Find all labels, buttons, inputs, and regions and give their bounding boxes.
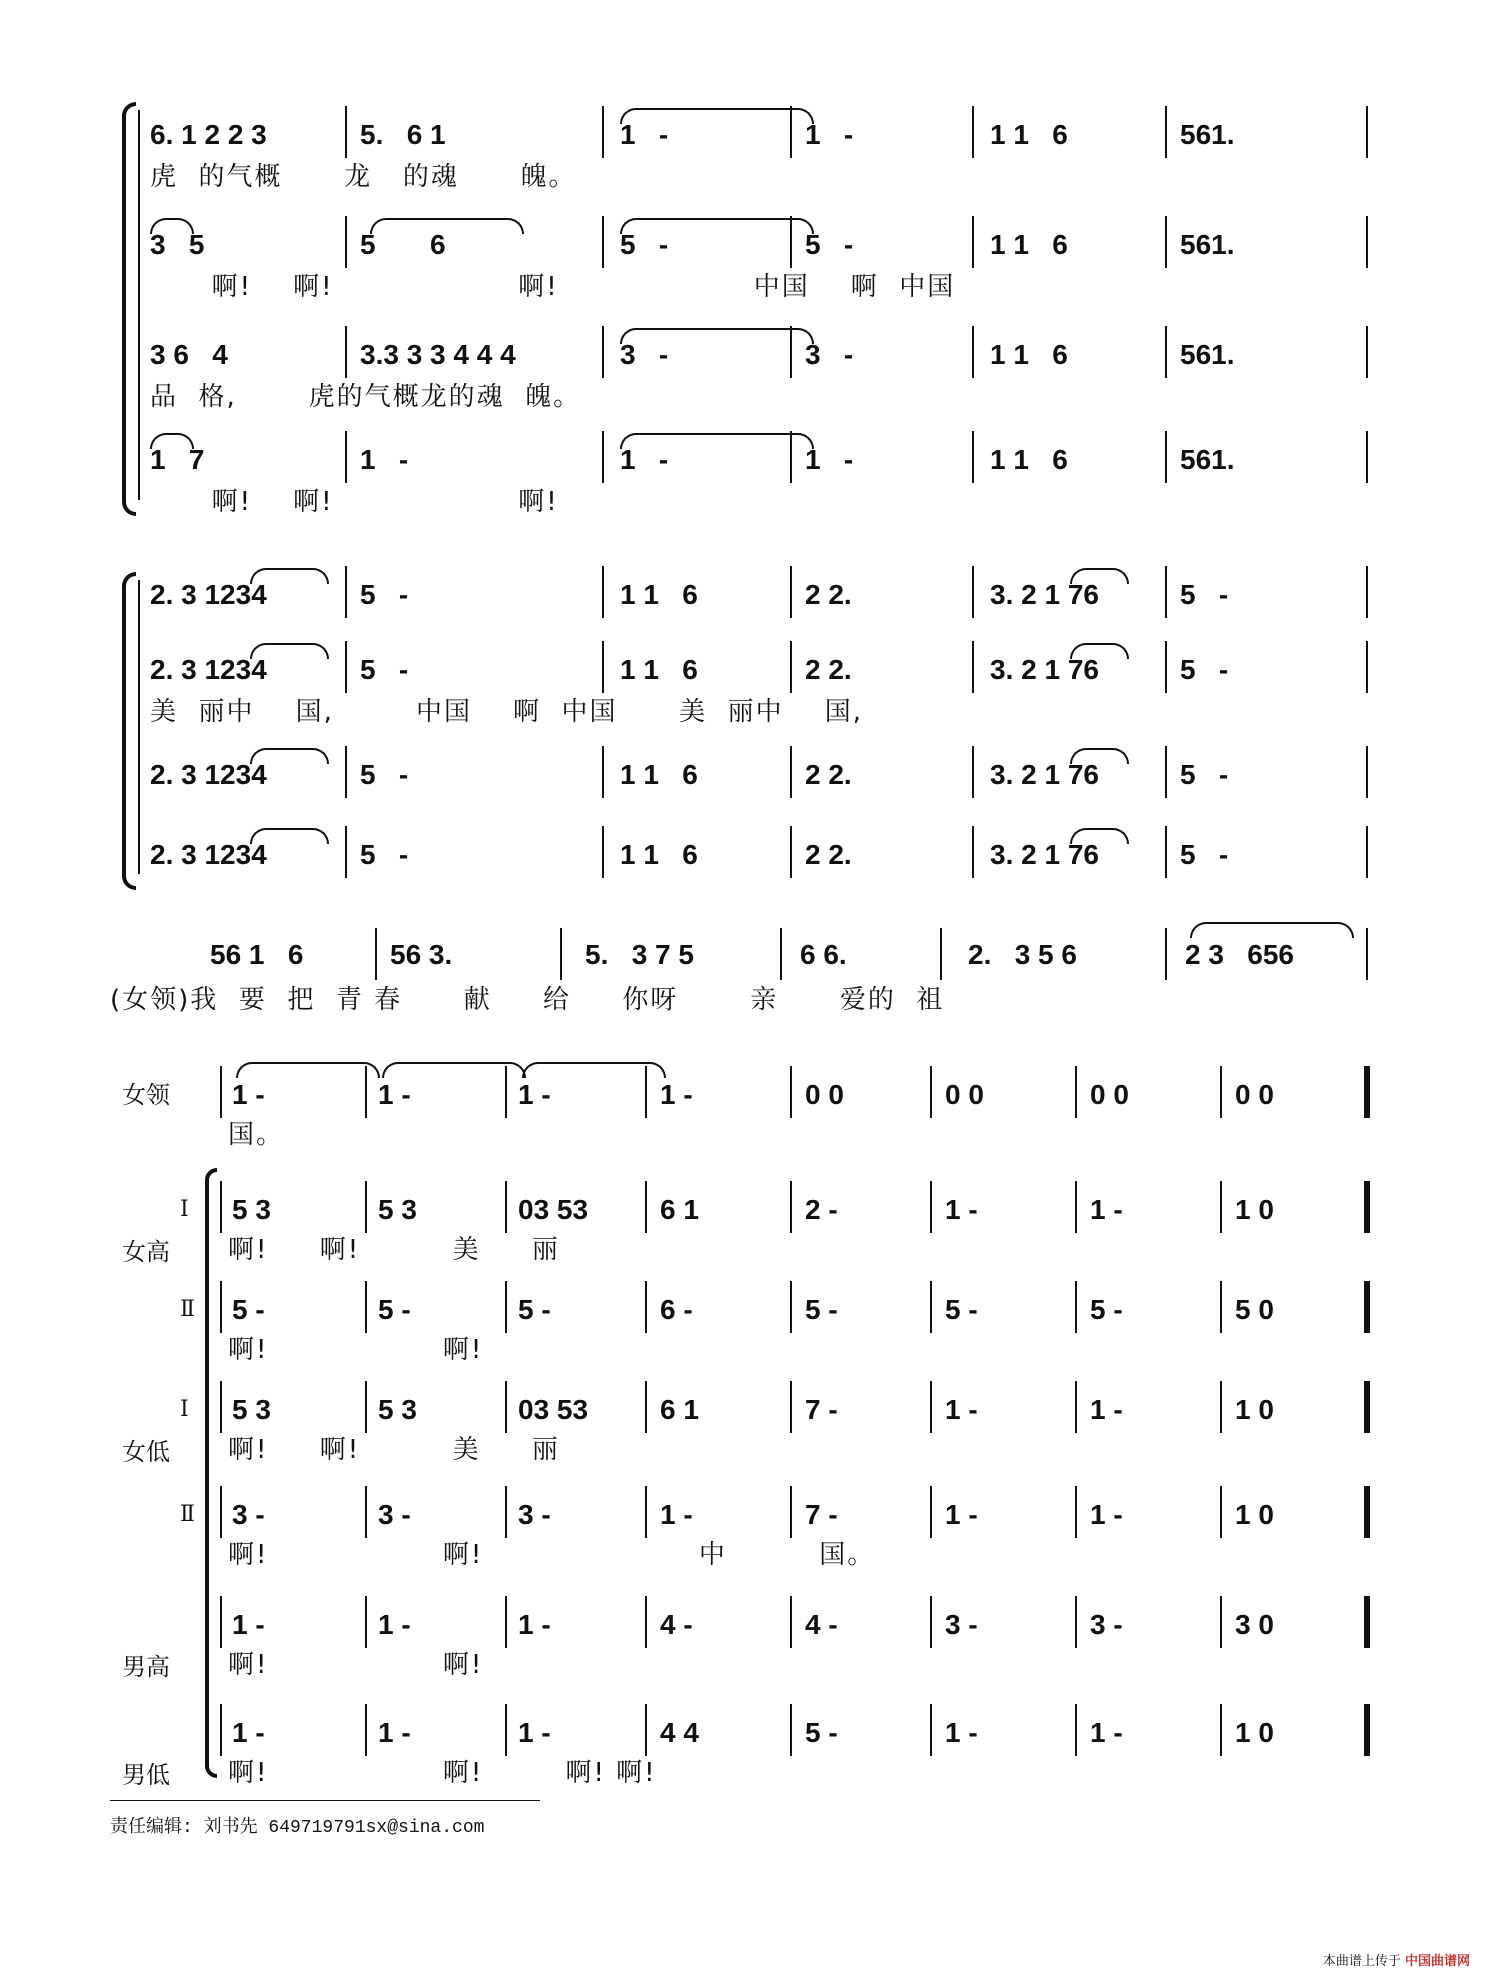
note-group: 1 - (1090, 1499, 1123, 1530)
barline (1075, 1281, 1077, 1333)
note-group: 561. (1180, 119, 1235, 150)
part-label: 女领 (122, 1081, 170, 1109)
note-group: 1 - (360, 444, 409, 475)
note-group: 3 5 (150, 229, 205, 260)
note-group: 2 2. (805, 839, 852, 870)
note-group: 3 6 4 (150, 339, 228, 370)
note-group: 1 - (232, 1717, 265, 1748)
note-group: 3 0 (1235, 1609, 1274, 1640)
credit-site: 中国曲谱网 (1404, 1954, 1470, 1969)
final-barline (1364, 1066, 1370, 1118)
note-group: 56 1 6 (210, 939, 304, 970)
barline (220, 1486, 222, 1538)
barline (790, 641, 792, 693)
barline (940, 928, 942, 980)
barline (972, 106, 974, 158)
tie-arc (1070, 828, 1129, 844)
note-group: 6 1 (660, 1194, 699, 1225)
note-group: 2. 3 5 6 (968, 939, 1077, 970)
note-group: 1 1 6 (620, 654, 698, 685)
note-group: 1 1 6 (990, 339, 1068, 370)
note-group: 1 1 6 (620, 579, 698, 610)
note-group: 3 - (1090, 1609, 1123, 1640)
barline (790, 1181, 792, 1233)
note-group: 1 - (660, 1079, 693, 1110)
note-group: 1 - (378, 1717, 411, 1748)
lyric-line: 啊! 啊! 中 国。 (228, 1540, 876, 1570)
note-group: 5 3 (378, 1394, 417, 1425)
note-group: 2 2. (805, 654, 852, 685)
barline (602, 566, 604, 618)
note-group: 1 - (945, 1499, 978, 1530)
barline (1220, 1066, 1222, 1118)
note-group: 4 - (660, 1609, 693, 1640)
barline (505, 1596, 507, 1648)
barline (1220, 1381, 1222, 1433)
barline (780, 928, 782, 980)
barline (220, 1066, 222, 1118)
barline (505, 1704, 507, 1756)
lyric-line: 美 丽中 国, 中国 啊 中国 美 丽中 国, (150, 697, 863, 727)
barline (1366, 641, 1368, 693)
note-group: 56 3. (390, 939, 453, 970)
barline (1075, 1181, 1077, 1233)
barline (505, 1486, 507, 1538)
barline (972, 826, 974, 878)
note-group: 5. 6 1 (360, 119, 446, 150)
note-group: 03 53 (518, 1194, 589, 1225)
note-group: 5 6 (360, 229, 446, 260)
barline (972, 326, 974, 378)
barline (1075, 1066, 1077, 1118)
barline (220, 1381, 222, 1433)
note-group: 1 - (805, 444, 854, 475)
barline (1075, 1596, 1077, 1648)
barline (972, 216, 974, 268)
barline (1366, 928, 1368, 980)
barline (790, 826, 792, 878)
part-label: 男低 (122, 1761, 170, 1789)
note-group: 1 - (232, 1609, 265, 1640)
barline (1220, 1596, 1222, 1648)
lyric-line: 国。 (228, 1120, 285, 1150)
barline (645, 1486, 647, 1538)
barline (220, 1596, 222, 1648)
note-group: 0 0 (805, 1079, 844, 1110)
barline (345, 326, 347, 378)
system-2-brace (122, 572, 136, 890)
barline (645, 1704, 647, 1756)
barline (1075, 1486, 1077, 1538)
barline (1366, 431, 1368, 483)
barline (1165, 431, 1167, 483)
barline (972, 746, 974, 798)
note-group: 3. 2 1 76 (990, 759, 1099, 790)
barline (602, 826, 604, 878)
note-group: 3 - (232, 1499, 265, 1530)
note-group: 6 6. (800, 939, 847, 970)
barline (1366, 566, 1368, 618)
barline (930, 1281, 932, 1333)
tie-arc (620, 108, 814, 124)
note-group: 1 - (945, 1717, 978, 1748)
credit-prefix: 本曲谱上传于 (1322, 1954, 1401, 1969)
tie-arc (236, 1062, 380, 1078)
note-group: 5 - (1180, 759, 1229, 790)
note-group: 2. 3 1234 (150, 579, 267, 610)
lyric-line: 啊! 啊! (228, 1650, 484, 1680)
final-system-brace (205, 1168, 217, 1778)
final-barline (1364, 1486, 1370, 1538)
barline (345, 106, 347, 158)
note-group: 7 - (805, 1499, 838, 1530)
barline (1165, 746, 1167, 798)
barline (645, 1181, 647, 1233)
tie-arc (620, 218, 814, 234)
note-group: 5 - (378, 1294, 411, 1325)
barline (345, 431, 347, 483)
footer-rule (110, 1800, 540, 1801)
tie-arc (150, 218, 194, 234)
note-group: 2. 3 1234 (150, 759, 267, 790)
tie-arc (1070, 568, 1129, 584)
final-barline (1364, 1704, 1370, 1756)
note-group: 561. (1180, 229, 1235, 260)
barline (930, 1596, 932, 1648)
barline (602, 431, 604, 483)
tie-arc (370, 218, 524, 234)
tie-arc (382, 1062, 526, 1078)
final-barline (1364, 1381, 1370, 1433)
note-group: 1 7 (150, 444, 205, 475)
note-group: 5 - (1180, 654, 1229, 685)
note-group: 6 1 (660, 1394, 699, 1425)
tie-arc (150, 433, 194, 449)
barline (1366, 326, 1368, 378)
barline (790, 1704, 792, 1756)
barline (1220, 1704, 1222, 1756)
barline (345, 566, 347, 618)
note-group: 1 - (378, 1079, 411, 1110)
barline (790, 566, 792, 618)
part-label: 男高 (122, 1653, 170, 1681)
note-group: 5 - (518, 1294, 551, 1325)
barline (1165, 326, 1167, 378)
lyric-line: 啊! 啊! 啊! 中国 啊 中国 (150, 272, 956, 302)
barline (645, 1381, 647, 1433)
note-group: 1 - (620, 119, 669, 150)
barline (602, 746, 604, 798)
barline (345, 641, 347, 693)
tie-arc (522, 1062, 666, 1078)
note-group: 1 1 6 (990, 444, 1068, 475)
barline (220, 1704, 222, 1756)
note-group: 1 - (805, 119, 854, 150)
tie-arc (250, 828, 329, 844)
note-group: 5 3 (232, 1194, 271, 1225)
lyric-line: 虎 的气概 龙 的魂 魄。 (150, 162, 577, 192)
note-group: 1 - (1090, 1194, 1123, 1225)
note-group: 1 - (945, 1194, 978, 1225)
tie-arc (620, 328, 814, 344)
barline (1165, 928, 1167, 980)
note-group: 561. (1180, 339, 1235, 370)
lyric-line: 啊! 啊! 啊! (150, 487, 559, 517)
barline (1165, 216, 1167, 268)
barline (1165, 566, 1167, 618)
note-group: 0 0 (1235, 1079, 1274, 1110)
lyric-line: 啊! 啊! 美 丽 (228, 1235, 560, 1265)
note-group: 1 1 6 (620, 839, 698, 870)
barline (1165, 826, 1167, 878)
part-label: 女低 (122, 1438, 170, 1466)
barline (220, 1181, 222, 1233)
note-group: 5 - (232, 1294, 265, 1325)
barline (790, 1381, 792, 1433)
barline (1366, 216, 1368, 268)
system-1-bracket (138, 110, 140, 500)
barline (602, 106, 604, 158)
barline (375, 928, 377, 980)
note-group: 03 53 (518, 1394, 589, 1425)
note-group: 1 1 6 (990, 119, 1068, 150)
lyric-line: 品 格, 虎的气概龙的魂 魄。 (150, 382, 582, 412)
note-group: 1 - (518, 1609, 551, 1640)
note-group: 5 - (360, 579, 409, 610)
barline (1165, 641, 1167, 693)
note-group: 1 - (620, 444, 669, 475)
final-barline (1364, 1281, 1370, 1333)
site-credit (1323, 1950, 1470, 1969)
note-group: 1 0 (1235, 1717, 1274, 1748)
barline (930, 1486, 932, 1538)
barline (345, 216, 347, 268)
barline (505, 1181, 507, 1233)
barline (1075, 1381, 1077, 1433)
barline (1220, 1181, 1222, 1233)
note-group: 5 - (805, 229, 854, 260)
lyric-line: 啊! 啊! (228, 1335, 484, 1365)
barline (645, 1281, 647, 1333)
note-group: 3 - (805, 339, 854, 370)
note-group: 5 - (945, 1294, 978, 1325)
barline (505, 1281, 507, 1333)
note-group: 0 0 (945, 1079, 984, 1110)
note-group: 2. 3 1234 (150, 654, 267, 685)
note-group: 561. (1180, 444, 1235, 475)
note-group: 3 - (518, 1499, 551, 1530)
note-group: 6. 1 2 2 3 (150, 119, 267, 150)
tie-arc (1070, 643, 1129, 659)
barline (790, 1486, 792, 1538)
final-barline (1364, 1596, 1370, 1648)
barline (560, 928, 562, 980)
note-group: 2 2. (805, 579, 852, 610)
system-2-bracket (138, 580, 140, 874)
barline (1220, 1281, 1222, 1333)
barline (972, 641, 974, 693)
barline (602, 216, 604, 268)
barline (972, 566, 974, 618)
note-group: 1 1 6 (620, 759, 698, 790)
note-group: 5 3 (378, 1194, 417, 1225)
note-group: 2. 3 1234 (150, 839, 267, 870)
barline (972, 431, 974, 483)
barline (930, 1066, 932, 1118)
note-group: 5 - (1180, 839, 1229, 870)
barline (505, 1381, 507, 1433)
note-group: 5 - (360, 839, 409, 870)
note-group: 5 - (1090, 1294, 1123, 1325)
barline (365, 1181, 367, 1233)
note-group: 2 - (805, 1194, 838, 1225)
note-group: 5 - (805, 1717, 838, 1748)
note-group: 5 - (1180, 579, 1229, 610)
note-group: 5 - (620, 229, 669, 260)
tie-arc (1070, 748, 1129, 764)
note-group: 3 - (620, 339, 669, 370)
barline (602, 641, 604, 693)
note-group: 6 - (660, 1294, 693, 1325)
tie-arc (620, 433, 814, 449)
note-group: 1 - (1090, 1717, 1123, 1748)
note-group: 0 0 (1090, 1079, 1129, 1110)
note-group: 4 4 (660, 1717, 699, 1748)
note-group: 3 - (378, 1499, 411, 1530)
note-group: 5 - (805, 1294, 838, 1325)
note-group: 1 - (1090, 1394, 1123, 1425)
lyric-line: 啊! 啊! 美 丽 (228, 1435, 560, 1465)
barline (220, 1281, 222, 1333)
note-group: 3 - (945, 1609, 978, 1640)
barline (1165, 106, 1167, 158)
note-group: 3. 2 1 76 (990, 654, 1099, 685)
barline (1075, 1704, 1077, 1756)
note-group: 4 - (805, 1609, 838, 1640)
note-group: 5 - (360, 759, 409, 790)
note-group: 5. 3 7 5 (585, 939, 694, 970)
system-1-brace (122, 102, 136, 516)
tie-arc (250, 748, 329, 764)
note-group: 1 1 6 (990, 229, 1068, 260)
part-roman: I (180, 1397, 189, 1422)
note-group: 2 3 656 (1185, 939, 1294, 970)
note-group: 3.3 3 3 4 4 4 (360, 339, 516, 370)
note-group: 1 - (378, 1609, 411, 1640)
tie-arc (250, 643, 329, 659)
barline (790, 746, 792, 798)
note-group: 1 0 (1235, 1194, 1274, 1225)
note-group: 3. 2 1 76 (990, 579, 1099, 610)
barline (365, 1486, 367, 1538)
barline (1220, 1486, 1222, 1538)
barline (365, 1704, 367, 1756)
note-group: 1 - (518, 1079, 551, 1110)
barline (1366, 746, 1368, 798)
part-roman: I (180, 1197, 189, 1222)
note-group: 1 - (518, 1717, 551, 1748)
note-group: 2 2. (805, 759, 852, 790)
note-group: 3. 2 1 76 (990, 839, 1099, 870)
barline (930, 1181, 932, 1233)
barline (790, 1596, 792, 1648)
barline (345, 746, 347, 798)
note-group: 1 0 (1235, 1499, 1274, 1530)
barline (365, 1596, 367, 1648)
barline (930, 1381, 932, 1433)
barline (345, 826, 347, 878)
note-group: 5 3 (232, 1394, 271, 1425)
final-barline (1364, 1181, 1370, 1233)
tie-arc (1190, 922, 1354, 938)
note-group: 1 0 (1235, 1394, 1274, 1425)
note-group: 5 - (360, 654, 409, 685)
barline (602, 326, 604, 378)
lyric-line: 啊! 啊! 啊! 啊! (228, 1758, 657, 1788)
barline (645, 1596, 647, 1648)
note-group: 5 0 (1235, 1294, 1274, 1325)
barline (790, 1281, 792, 1333)
barline (365, 1381, 367, 1433)
barline (1366, 826, 1368, 878)
note-group: 7 - (805, 1394, 838, 1425)
note-group: 1 - (660, 1499, 693, 1530)
part-roman: Ⅱ (180, 1297, 195, 1322)
barline (1366, 106, 1368, 158)
part-label: 女高 (122, 1238, 170, 1266)
lyric-line: (女领)我 要 把 青 春 献 给 你呀 亲 爱的 祖 (110, 985, 945, 1015)
editor-credit: 责任编辑: 刘书先 649719791sx@sina.com (110, 1818, 485, 1838)
note-group: 1 - (945, 1394, 978, 1425)
barline (930, 1704, 932, 1756)
tie-arc (250, 568, 329, 584)
barline (365, 1281, 367, 1333)
note-group: 1 - (232, 1079, 265, 1110)
part-roman: Ⅱ (180, 1502, 195, 1527)
barline (790, 1066, 792, 1118)
